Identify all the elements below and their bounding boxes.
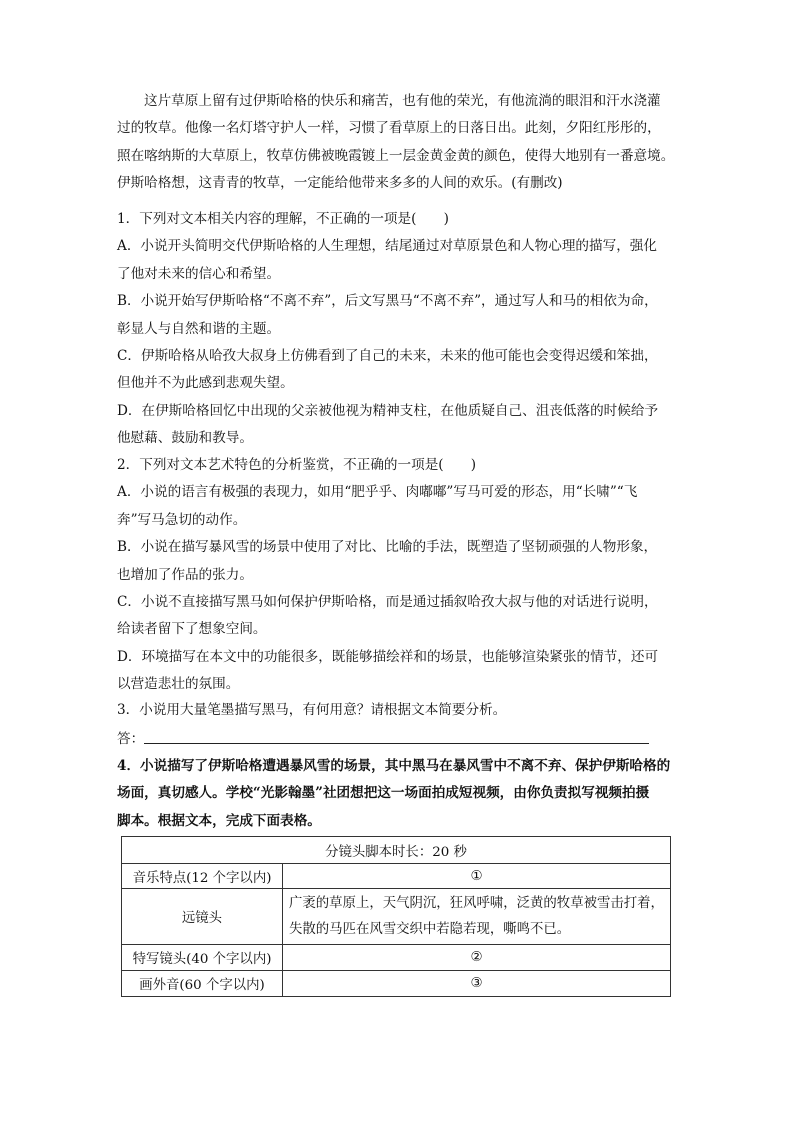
row-label: 特写镜头(40 个字以内) (122, 945, 283, 971)
q2-option-a-line: 奔”写马急切的动作。 (117, 511, 247, 528)
q1-option-a-line: A．小说开头简明交代伊斯哈格的人生理想，结尾通过对草原景色和人物心理的描写，强化 (117, 238, 657, 255)
row-value-line: 失散的马匹在风雪交织中若隐若现，嘶鸣不已。 (289, 921, 571, 937)
question-3 (117, 697, 678, 724)
row-blank-3[interactable]: ③ (283, 971, 671, 997)
row-label: 画外音(60 个字以内) (122, 971, 283, 997)
storyboard-table (121, 836, 671, 997)
passage-line: 这片草原上留有过伊斯哈格的快乐和痛苦，也有他的荣光，有他流淌的眼泪和汗水浇灌 (144, 93, 661, 109)
table-header: 分镜头脚本时长：20 秒 (122, 837, 671, 864)
q1-option-d-line: D．在伊斯哈格回忆中出现的父亲被他视为精神支柱，在他质疑自己、沮丧低落的时候给予 (117, 402, 659, 419)
question-1-stem: 1．下列对文本相关内容的理解，不正确的一项是( ) (117, 211, 449, 227)
row-value-line: 广袤的草原上，天气阴沉，狂风呼啸，泛黄的牧草被雪击打着， (289, 895, 664, 911)
q1-option-b-line: B．小说开始写伊斯哈格“不离不弃”，后文写黑马“不离不弃”，通过写人和马的相依为命， (117, 293, 658, 310)
table-header-row (122, 837, 671, 864)
question-4-line: 4．小说描写了伊斯哈格遭遇暴风雪的场景，其中黑马在暴风雪中不离不弃、保护伊斯哈格的 (117, 758, 671, 774)
q2-option-c-line: 给读者留下了想象空间。 (117, 621, 267, 638)
answer-blank-line[interactable] (144, 743, 649, 744)
question-1 (117, 206, 678, 453)
table-row (122, 889, 671, 945)
q2-option-c-line: C．小说不直接描写黑马如何保护伊斯哈格，而是通过插叙哈孜大叔与他的对话进行说明， (117, 594, 658, 611)
q2-option-d-line: 以营造悲壮的氛围。 (117, 676, 240, 693)
question-4-line: 场面，真切感人。学校“光影翰墨”社团想把这一场面拍成短视频，由你负责拟写视频拍摄 (117, 785, 650, 802)
table-row (122, 971, 671, 997)
q2-option-d-line: D．环境描写在本文中的功能很多，既能够描绘祥和的场景，也能够渲染紧张的情节，还可 (117, 648, 659, 665)
row-label: 远镜头 (122, 889, 283, 945)
answer-area (117, 727, 657, 747)
q2-option-a-line: A．小说的语言有极强的表现力，如用“肥乎乎、肉嘟嘟”写马可爱的形态，用“长啸”“飞 (117, 484, 638, 501)
row-blank-1[interactable]: ① (283, 864, 671, 889)
q1-option-c-line: C．伊斯哈格从哈孜大叔身上仿佛看到了自己的未来，未来的他可能也会变得迟缓和笨拙， (117, 348, 658, 365)
table-row (122, 864, 671, 889)
passage-paragraph (117, 88, 678, 198)
q2-option-b-line: 也增加了作品的张力。 (117, 566, 253, 583)
passage-line: 照在喀纳斯的大草原上，牧草仿佛被晚霞镀上一层金黄金黄的颜色，使得大地别有一番意境。 (117, 147, 675, 164)
question-4-line: 脚本。根据文本，完成下面表格。 (117, 812, 321, 829)
table-row (122, 945, 671, 971)
question-4 (117, 753, 678, 835)
question-2-stem: 2．下列对文本艺术特色的分析鉴赏，不正确的一项是( ) (117, 457, 477, 473)
passage-line: 伊斯哈格想，这青青的牧草，一定能给他带来多多的人间的欢乐。(有删改) (117, 175, 563, 192)
row-blank-2[interactable]: ② (283, 945, 671, 971)
q1-option-d-line: 他慰藉、鼓励和教导。 (117, 430, 253, 447)
question-3-stem: 3．小说用大量笔墨描写黑马，有何用意？请根据文本简要分析。 (117, 702, 507, 718)
q1-option-a-line: 了他对未来的信心和希望。 (117, 265, 281, 282)
row-label: 音乐特点(12 个字以内) (122, 864, 283, 889)
answer-label: 答： (117, 731, 145, 747)
row-value (283, 889, 671, 945)
passage-line: 过的牧草。他像一名灯塔守护人一样，习惯了看草原上的日落日出。此刻，夕阳红彤彤的， (117, 120, 661, 137)
q2-option-b-line: B．小说在描写暴风雪的场景中使用了对比、比喻的手法，既塑造了坚韧顽强的人物形象， (117, 539, 658, 556)
question-2 (117, 452, 678, 699)
q1-option-c-line: 但他并不为此感到悲观失望。 (117, 375, 294, 392)
q1-option-b-line: 彰显人与自然和谐的主题。 (117, 320, 281, 337)
